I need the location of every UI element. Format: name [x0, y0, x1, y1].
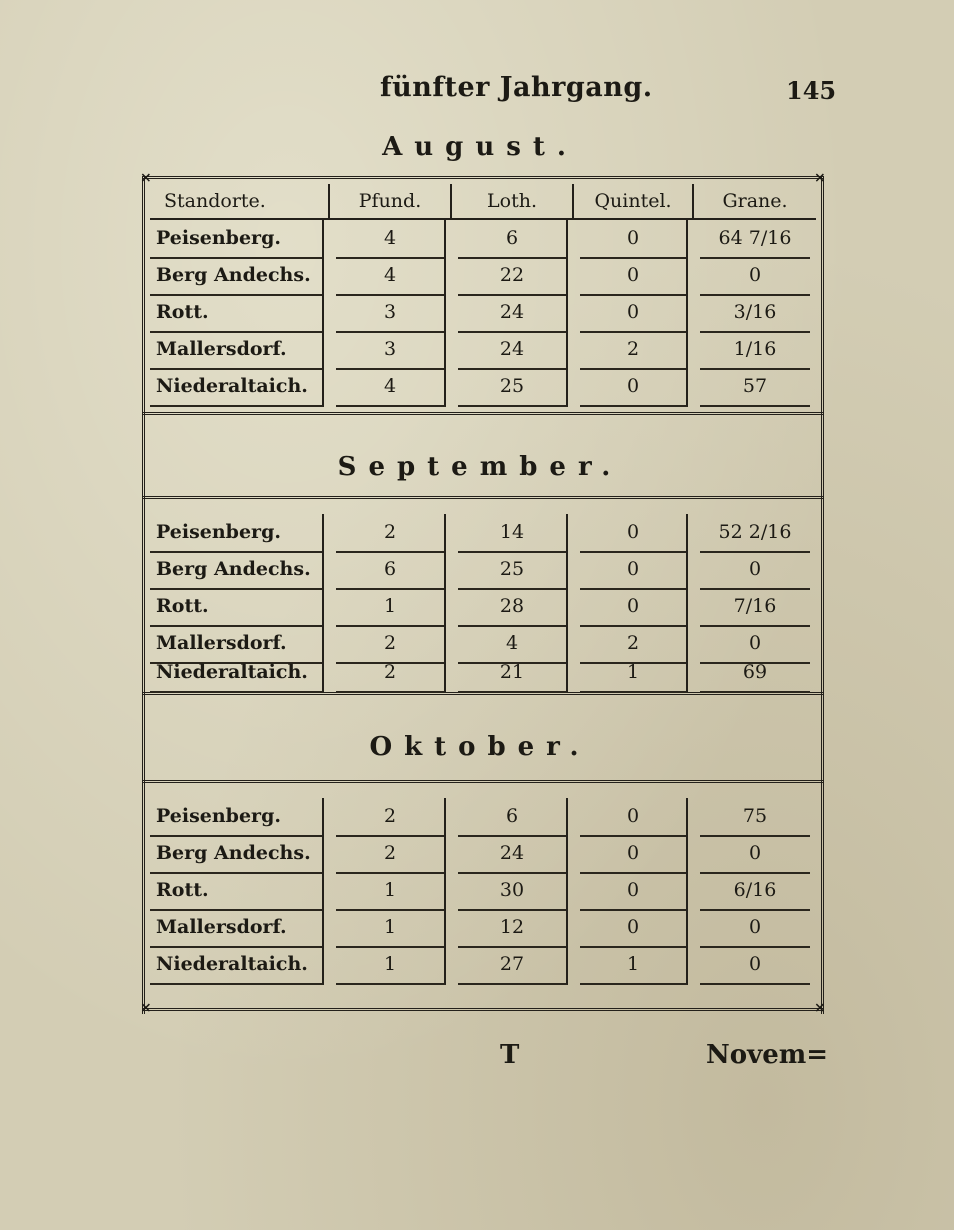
loth-cell: 25 — [458, 368, 568, 407]
table-row — [150, 551, 816, 588]
table-row — [150, 946, 816, 983]
column-header: Quintel. — [574, 184, 694, 220]
pfund-cell: 2 — [336, 654, 446, 693]
month-title-september: September. — [337, 452, 623, 482]
quintel-cell: 0 — [580, 551, 688, 590]
grane-cell: 0 — [700, 257, 810, 296]
grane-cell: 0 — [700, 625, 810, 664]
table-row — [150, 588, 816, 625]
grane-cell: 1/16 — [700, 331, 810, 370]
quintel-cell: 0 — [580, 588, 688, 627]
grane-cell: 64 7/16 — [700, 220, 810, 259]
loth-cell: 28 — [458, 588, 568, 627]
location-cell: Mallersdorf. — [150, 909, 324, 948]
quintel-cell: 1 — [580, 946, 688, 985]
grane-cell: 7/16 — [700, 588, 810, 627]
loth-cell: 14 — [458, 514, 568, 553]
grane-cell: 3/16 — [700, 294, 810, 333]
location-cell: Rott. — [150, 872, 324, 911]
table-row — [150, 220, 816, 257]
column-headers — [150, 184, 816, 218]
grane-cell: 6/16 — [700, 872, 810, 911]
table-row — [150, 514, 816, 551]
location-cell: Niederaltaich. — [150, 654, 324, 693]
column-header: Loth. — [452, 184, 574, 220]
location-cell: Berg Andechs. — [150, 551, 324, 590]
table-row — [150, 798, 816, 835]
grane-cell: 69 — [700, 654, 810, 693]
pfund-cell: 1 — [336, 909, 446, 948]
table-row — [150, 835, 816, 872]
column-header: Grane. — [694, 184, 816, 220]
table-row — [150, 257, 816, 294]
quintel-cell: 2 — [580, 331, 688, 370]
loth-cell: 12 — [458, 909, 568, 948]
loth-cell: 27 — [458, 946, 568, 985]
column-header: Pfund. — [330, 184, 452, 220]
pfund-cell: 4 — [336, 220, 446, 259]
location-cell: Rott. — [150, 588, 324, 627]
quintel-cell: 1 — [580, 654, 688, 693]
location-cell: Berg Andechs. — [150, 835, 324, 874]
pfund-cell: 1 — [336, 872, 446, 911]
signature-mark: T — [500, 1040, 520, 1070]
location-cell: Peisenberg. — [150, 514, 324, 553]
grane-cell: 52 2/16 — [700, 514, 810, 553]
catchword: Novem= — [706, 1040, 829, 1070]
quintel-cell: 2 — [580, 625, 688, 664]
grane-cell: 75 — [700, 798, 810, 837]
location-cell: Niederaltaich. — [150, 368, 324, 407]
loth-cell: 30 — [458, 872, 568, 911]
location-cell: Niederaltaich. — [150, 946, 324, 985]
loth-cell: 4 — [458, 625, 568, 664]
grane-cell: 0 — [700, 946, 810, 985]
location-cell: Mallersdorf. — [150, 625, 324, 664]
grane-cell: 0 — [700, 551, 810, 590]
grane-cell: 0 — [700, 835, 810, 874]
quintel-cell: 0 — [580, 909, 688, 948]
corner-ornament: × — [140, 170, 152, 186]
loth-cell: 24 — [458, 835, 568, 874]
month-title-oktober: Oktober. — [369, 732, 591, 762]
loth-cell: 6 — [458, 798, 568, 837]
pfund-cell: 3 — [336, 331, 446, 370]
quintel-cell: 0 — [580, 257, 688, 296]
quintel-cell: 0 — [580, 220, 688, 259]
pfund-cell: 4 — [336, 257, 446, 296]
pfund-cell: 4 — [336, 368, 446, 407]
location-cell: Berg Andechs. — [150, 257, 324, 296]
page-number: 145 — [786, 76, 837, 105]
loth-cell: 21 — [458, 654, 568, 693]
loth-cell: 22 — [458, 257, 568, 296]
pfund-cell: 2 — [336, 798, 446, 837]
corner-ornament: × — [814, 1000, 826, 1016]
loth-cell: 25 — [458, 551, 568, 590]
quintel-cell: 0 — [580, 798, 688, 837]
table-row — [150, 654, 816, 691]
september-start-rule — [142, 496, 824, 499]
loth-cell: 6 — [458, 220, 568, 259]
pfund-cell: 1 — [336, 946, 446, 985]
grane-cell: 0 — [700, 909, 810, 948]
loth-cell: 24 — [458, 294, 568, 333]
column-header: Standorte. — [150, 184, 330, 220]
table-row — [150, 294, 816, 331]
running-head: fünfter Jahrgang. — [380, 72, 653, 103]
corner-ornament: × — [814, 170, 826, 186]
quintel-cell: 0 — [580, 872, 688, 911]
table-top-rule — [142, 176, 824, 179]
pfund-cell: 2 — [336, 835, 446, 874]
pfund-cell: 2 — [336, 514, 446, 553]
location-cell: Peisenberg. — [150, 220, 324, 259]
location-cell: Rott. — [150, 294, 324, 333]
location-cell: Mallersdorf. — [150, 331, 324, 370]
month-title-august: August. — [382, 132, 578, 162]
location-cell: Peisenberg. — [150, 798, 324, 837]
grane-cell: 57 — [700, 368, 810, 407]
oktober-start-rule — [142, 780, 824, 783]
table-row — [150, 368, 816, 405]
quintel-cell: 0 — [580, 514, 688, 553]
loth-cell: 24 — [458, 331, 568, 370]
pfund-cell: 6 — [336, 551, 446, 590]
table-row — [150, 909, 816, 946]
pfund-cell: 3 — [336, 294, 446, 333]
table-row — [150, 331, 816, 368]
pfund-cell: 1 — [336, 588, 446, 627]
table-bottom-rule — [142, 1008, 824, 1011]
quintel-cell: 0 — [580, 368, 688, 407]
table-row — [150, 872, 816, 909]
pfund-cell: 2 — [336, 625, 446, 664]
august-end-rule — [142, 412, 824, 415]
quintel-cell: 0 — [580, 835, 688, 874]
corner-ornament: × — [140, 1000, 152, 1016]
quintel-cell: 0 — [580, 294, 688, 333]
